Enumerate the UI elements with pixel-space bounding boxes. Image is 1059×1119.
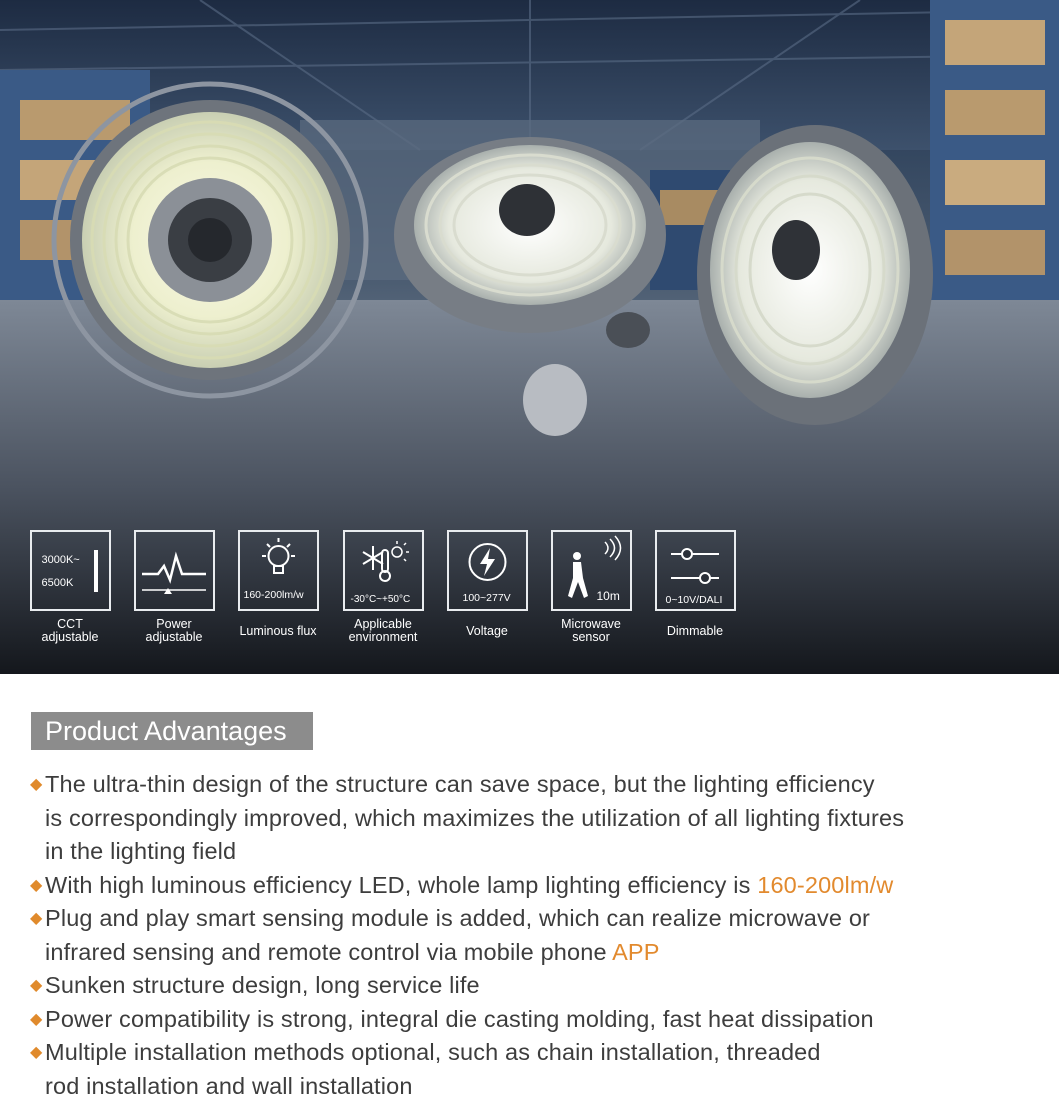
list-item: ◆ Plug and play smart sensing module is added, which can realize microwave or infrared sensing and remote control via mobile phone APP (30, 902, 1040, 969)
luminous-flux-value: 160-200lm/w (243, 589, 304, 601)
feature-icons-row (0, 530, 1059, 660)
feature-caption: Applicable environment (348, 617, 418, 644)
highbay-lamp-right (697, 125, 933, 425)
feature-power (131, 530, 217, 647)
cct-icon (30, 530, 111, 611)
feature-caption: Power adjustable (145, 617, 203, 644)
feature-caption: Luminous flux (239, 623, 317, 638)
feature-cct (27, 530, 113, 647)
app-highlight: APP (612, 938, 660, 965)
list-item: ◆ Multiple installation methods optional, such as chain installation, threaded rod installation and wall installation (30, 1036, 1040, 1103)
cct-bar (94, 550, 98, 592)
bulb-icon (238, 530, 319, 611)
list-item: ◆ With high luminous efficiency LED, whole lamp lighting efficiency is 160-200lm/w (30, 869, 1040, 903)
bullet-diamond-icon: ◆ (30, 977, 43, 994)
feature-caption: Voltage (466, 623, 508, 638)
feature-luminous-flux (235, 530, 321, 647)
highbay-lamp-left (54, 84, 366, 396)
highbay-lamp-center (394, 137, 666, 333)
dimming-value: 0~10V/DALI (665, 594, 723, 606)
bullet-diamond-icon: ◆ (30, 776, 43, 793)
feature-caption: CCT adjustable (41, 617, 99, 644)
list-item: ◆ Power compatibility is strong, integral die casting molding, fast heat dissipation (30, 1003, 1040, 1037)
feature-voltage (444, 530, 530, 647)
temperature-range-value: -30°C~+50°C (350, 594, 411, 605)
efficiency-highlight: 160-200lm/w (757, 871, 894, 898)
power-wave-icon (134, 530, 215, 611)
cct-value-low: 3000K~ (41, 554, 80, 566)
advantages-list (30, 768, 1040, 1103)
list-item: ◆ The ultra-thin design of the structure can save space, but the lighting efficiency is correspondingly improved, which maximizes the utilization of all lighting fixtures in the lighting field (30, 768, 1040, 869)
list-item: ◆ Sunken structure design, long service life (30, 969, 1040, 1003)
voltage-value: 100~277V (462, 592, 511, 604)
bullet-diamond-icon: ◆ (30, 1044, 43, 1061)
bullet-diamond-icon: ◆ (30, 910, 43, 927)
lightning-icon (447, 530, 528, 611)
bullet-diamond-icon: ◆ (30, 1010, 43, 1028)
feature-caption: Microwave sensor (561, 617, 621, 644)
feature-applicable-environment (340, 530, 426, 647)
feature-dimmable (652, 530, 738, 647)
cct-value-high: 6500K (41, 577, 74, 589)
bullet-diamond-icon: ◆ (30, 876, 43, 894)
snowflake-thermometer-icon (343, 530, 424, 611)
product-advantages-title: Product Advantages (31, 712, 313, 750)
walking-person-icon (551, 530, 632, 611)
feature-microwave-sensor (548, 530, 634, 647)
sensor-range-value: 10m (596, 589, 620, 603)
feature-caption: Dimmable (666, 623, 724, 638)
dimmer-slider-icon (655, 530, 736, 611)
